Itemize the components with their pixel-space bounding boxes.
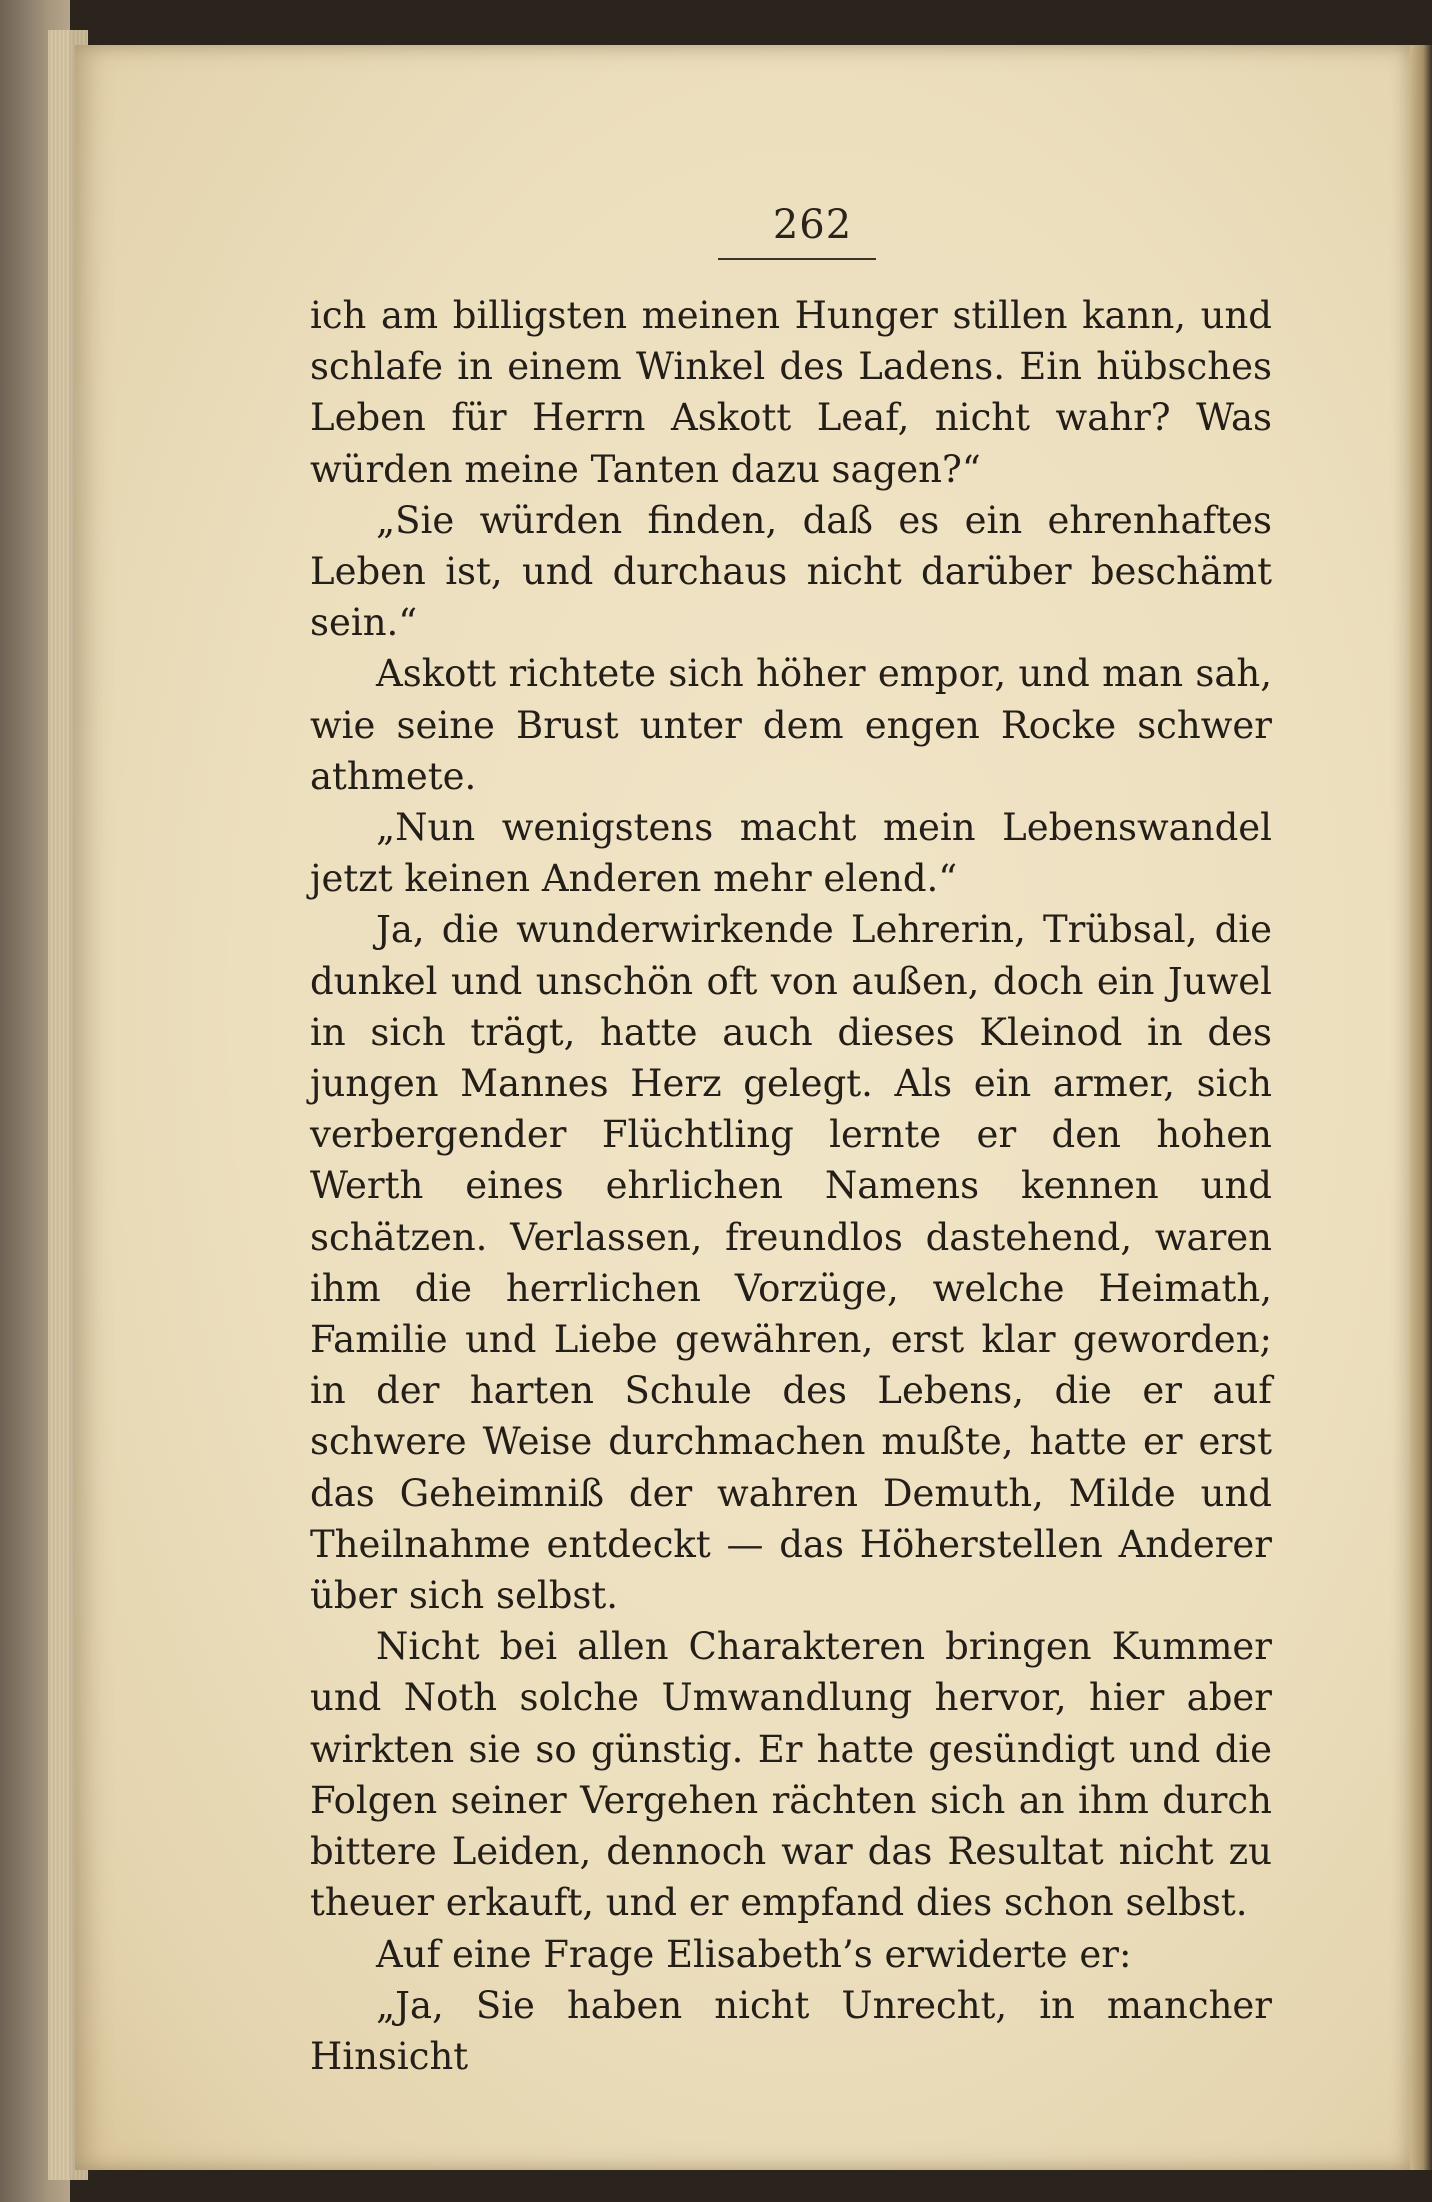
page-right-edge [1410,45,1432,2170]
paragraph-8: „Ja, Sie haben nicht Unrecht, in mancher Hinsicht [310,1983,1272,2078]
paragraph-3: Askott richtete sich höher empor, und man sah, wie seine Brust unter dem engen Rocke schwer athmete. [310,652,1272,798]
paragraph-7: Auf eine Frage Elisabeth’s erwiderte er: [376,1932,1132,1976]
page-number: 262 [772,202,853,248]
paragraph-4: „Nun wenigstens macht mein Lebenswandel jetzt keinen Anderen mehr elend.“ [310,806,1272,901]
paragraph-1: ich am billigsten meinen Hunger stillen kann, und schlafe in einem Winkel des Ladens. Ein hübsches Leben für Herrn Askott Leaf, nicht wahr? Was würden meine Tanten dazu sagen?“ [310,294,1272,491]
paragraph-2: „Sie würden finden, daß es ein ehrenhaftes Leben ist, und durchaus nicht darüber beschämt sein.“ [310,498,1272,645]
paragraph-5: Ja, die wunderwirkende Lehrerin, Trübsal, die dunkel und unschön oft von außen, doch ein Juwel in sich trägt, hatte auch dieses Kleinod in des jungen Mannes Herz gelegt. Als ein armer, sich verbergender Flüchtling lernte er den hohen Werth eines ehrlichen Namens kennen und schätzen. Verlassen, freundlos dastehend, waren ihm die herrlichen Vorzüge, welche Heimath, Familie und Liebe gewähren, erst klar geworden; in der harten Schule des Lebens, die er auf schwere Weise durchmachen mußte, hatte er erst das Geheimniß der wahren Demuth, Milde und Theilnahme entdeckt — das Höherstellen Anderer über sich selbst. [310,908,1272,1618]
page-text [310,290,1272,2082]
page-number-rule [718,258,876,260]
paragraph-6: Nicht bei allen Charakteren bringen Kummer und Noth solche Umwandlung hervor, hier aber wirkten sie so günstig. Er hatte gesündigt und die Folgen seiner Vergehen rächten sich an ihm durch bittere Leiden, dennoch war das Resultat nicht zu theuer erkauft, und er empfand dies schon selbst. [310,1625,1272,1925]
